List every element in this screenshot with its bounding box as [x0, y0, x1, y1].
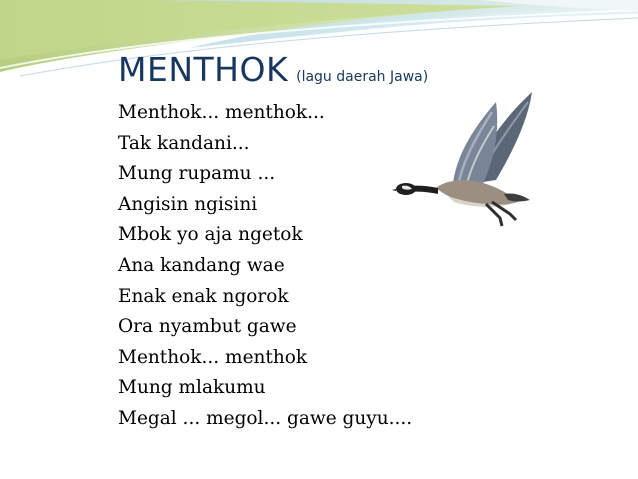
- lyric-line: Mung mlakumu: [118, 377, 266, 399]
- lyric-line: Menthok... menthok: [118, 346, 308, 368]
- flying-goose-icon: [392, 88, 537, 233]
- lyrics-list: [118, 98, 412, 435]
- title-subtitle: (lagu daerah Jawa): [296, 69, 429, 85]
- lyric-line: Angisin ngisini: [118, 193, 258, 215]
- lyric-line: Mbok yo aja ngetok: [118, 224, 303, 246]
- title-main: MENTHOK: [118, 50, 289, 89]
- lyric-line: Menthok... menthok...: [118, 102, 325, 123]
- slide-title: [118, 50, 428, 89]
- lyric-line: Tak kandani...: [118, 132, 250, 154]
- lyric-line: Mung rupamu ...: [118, 163, 276, 185]
- lyric-line: Ora nyambut gawe: [118, 316, 297, 338]
- lyric-line: Enak enak ngorok: [118, 285, 289, 307]
- lyric-line: Ana kandang wae: [118, 254, 285, 276]
- lyric-line: Megal ... megol... gawe guyu....: [118, 407, 413, 429]
